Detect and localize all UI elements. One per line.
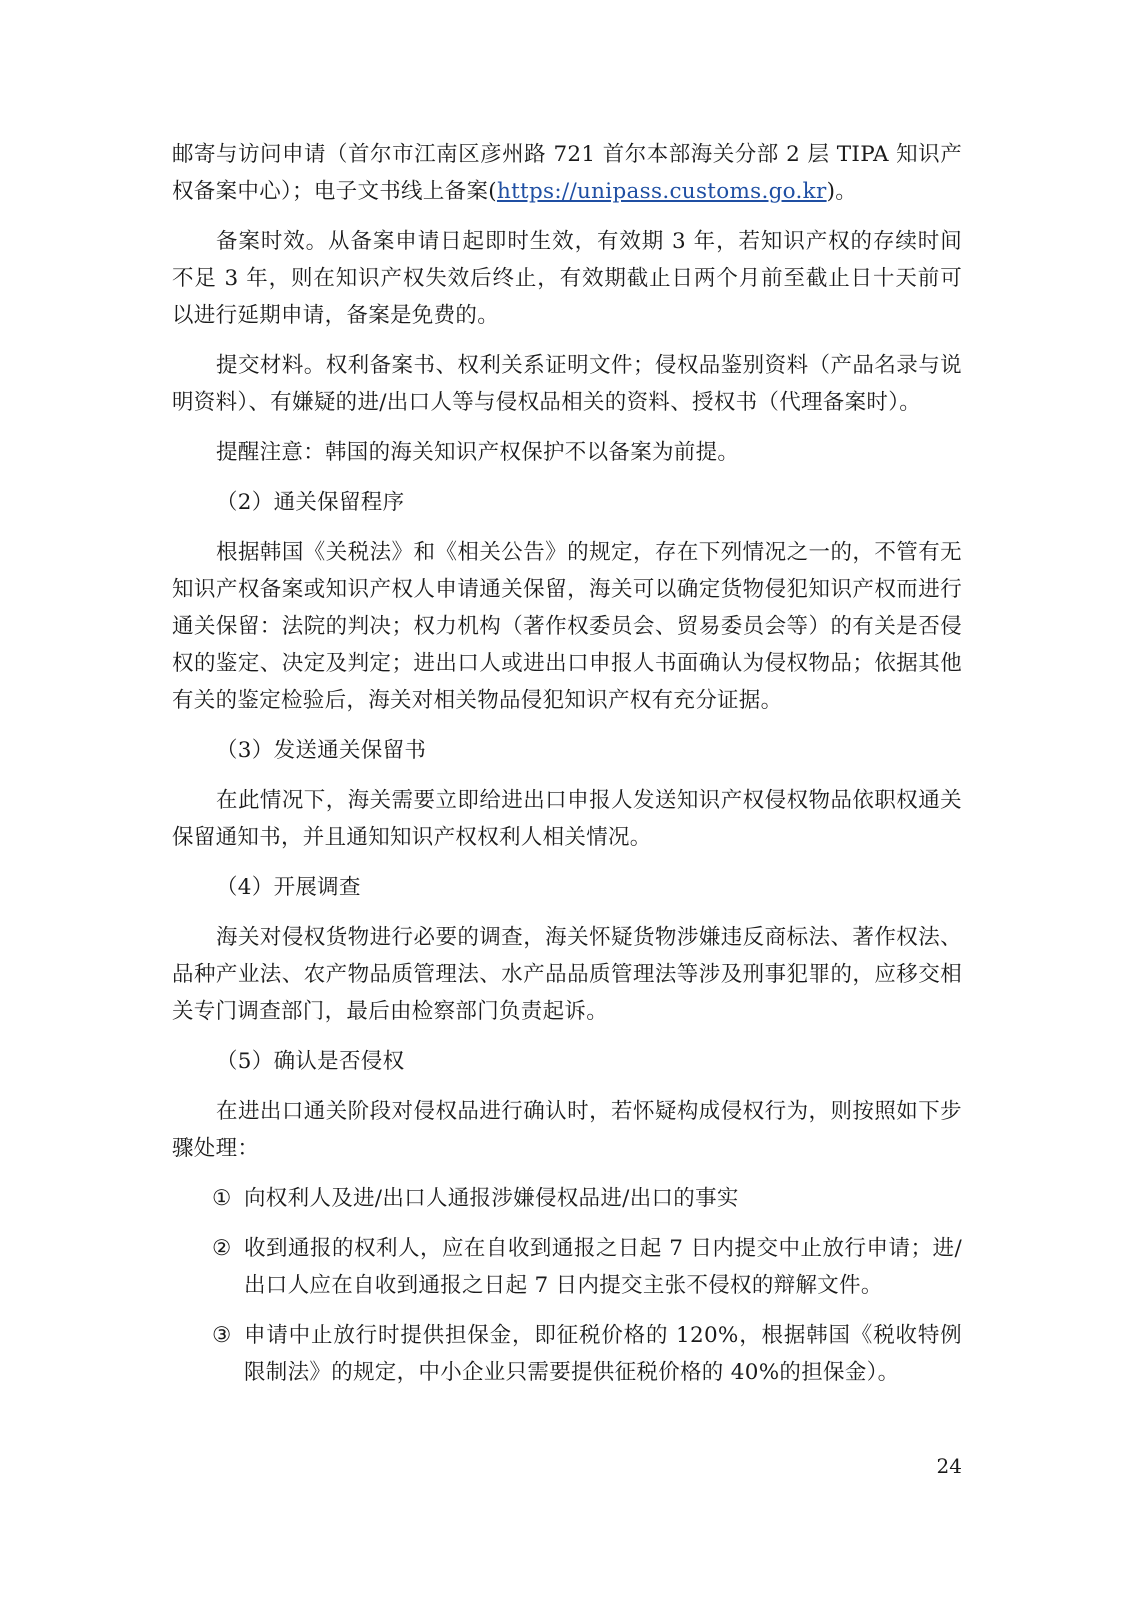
intro-text-part1: 邮寄与访问申请（首尔市江南区彦州路 721 首尔本部海关分部 2 层 TIPA 知识产权备案中心）；电子文书线上备案( <box>172 142 962 204</box>
step-marker: ③ <box>212 1323 232 1348</box>
step-text: 申请中止放行时提供担保金，即征税价格的 120%，根据韩国《税收特例限制法》的规定，中小企业只需要提供征税价格的 40%的担保金）。 <box>244 1323 962 1385</box>
validity-paragraph: 备案时效。从备案申请日起即时生效，有效期 3 年，若知识产权的存续时间不足 3 年，则在知识产权失效后终止，有效期截止日两个月前至截止日十天前可以进行延期申请，备案是免费的。 <box>172 229 962 328</box>
section-heading-confirm-infringement: （5）确认是否侵权 <box>216 1049 405 1074</box>
step-item <box>172 1317 962 1391</box>
section-heading-send-notice: （3）发送通关保留书 <box>216 738 427 763</box>
step-marker: ① <box>212 1186 232 1211</box>
step-marker: ② <box>212 1236 232 1261</box>
section-body-send-notice: 在此情况下，海关需要立即给进出口申报人发送知识产权侵权物品依职权通关保留通知书，并且通知知识产权权利人相关情况。 <box>172 788 962 850</box>
step-item <box>172 1180 962 1217</box>
page-number: 24 <box>936 1454 962 1478</box>
step-text: 收到通报的权利人，应在自收到通报之日起 7 日内提交中止放行申请；进/出口人应在自收到通报之日起 7 日内提交主张不侵权的辩解文件。 <box>244 1236 962 1298</box>
document-body <box>172 136 962 1404</box>
step-text: 向权利人及进/出口人通报涉嫌侵权品进/出口的事实 <box>244 1186 739 1211</box>
section-body-customs-hold: 根据韩国《关税法》和《相关公告》的规定，存在下列情况之一的，不管有无知识产权备案或知识产权人申请通关保留，海关可以确定货物侵犯知识产权而进行通关保留：法院的判决；权力机构（著作权委员会、贸易委员会等）的有关是否侵权的鉴定、决定及判定；进出口人或进出口申报人书面确认为侵权物品；依据其他有关的鉴定检验后，海关对相关物品侵犯知识产权有充分证据。 <box>172 540 962 713</box>
materials-paragraph: 提交材料。权利备案书、权利关系证明文件；侵权品鉴别资料（产品名录与说明资料）、有嫌疑的进/出口人等与侵权品相关的资料、授权书（代理备案时）。 <box>172 353 962 415</box>
step-item <box>172 1230 962 1304</box>
reminder-paragraph: 提醒注意：韩国的海关知识产权保护不以备案为前提。 <box>216 440 740 465</box>
section-heading-investigation: （4）开展调查 <box>216 875 361 900</box>
section-body-investigation: 海关对侵权货物进行必要的调查，海关怀疑货物涉嫌违反商标法、著作权法、品种产业法、农产物品质管理法、水产品品质管理法等涉及刑事犯罪的，应移交相关专门调查部门，最后由检察部门负责起诉。 <box>172 925 962 1024</box>
section-heading-customs-hold: （2）通关保留程序 <box>216 490 405 515</box>
section-body-confirm-infringement: 在进出口通关阶段对侵权品进行确认时，若怀疑构成侵权行为，则按照如下步骤处理： <box>172 1099 962 1161</box>
intro-text-part2: )。 <box>826 179 858 204</box>
intro-paragraph <box>172 136 962 210</box>
unipass-link[interactable]: https://unipass.customs.go.kr <box>496 179 827 204</box>
